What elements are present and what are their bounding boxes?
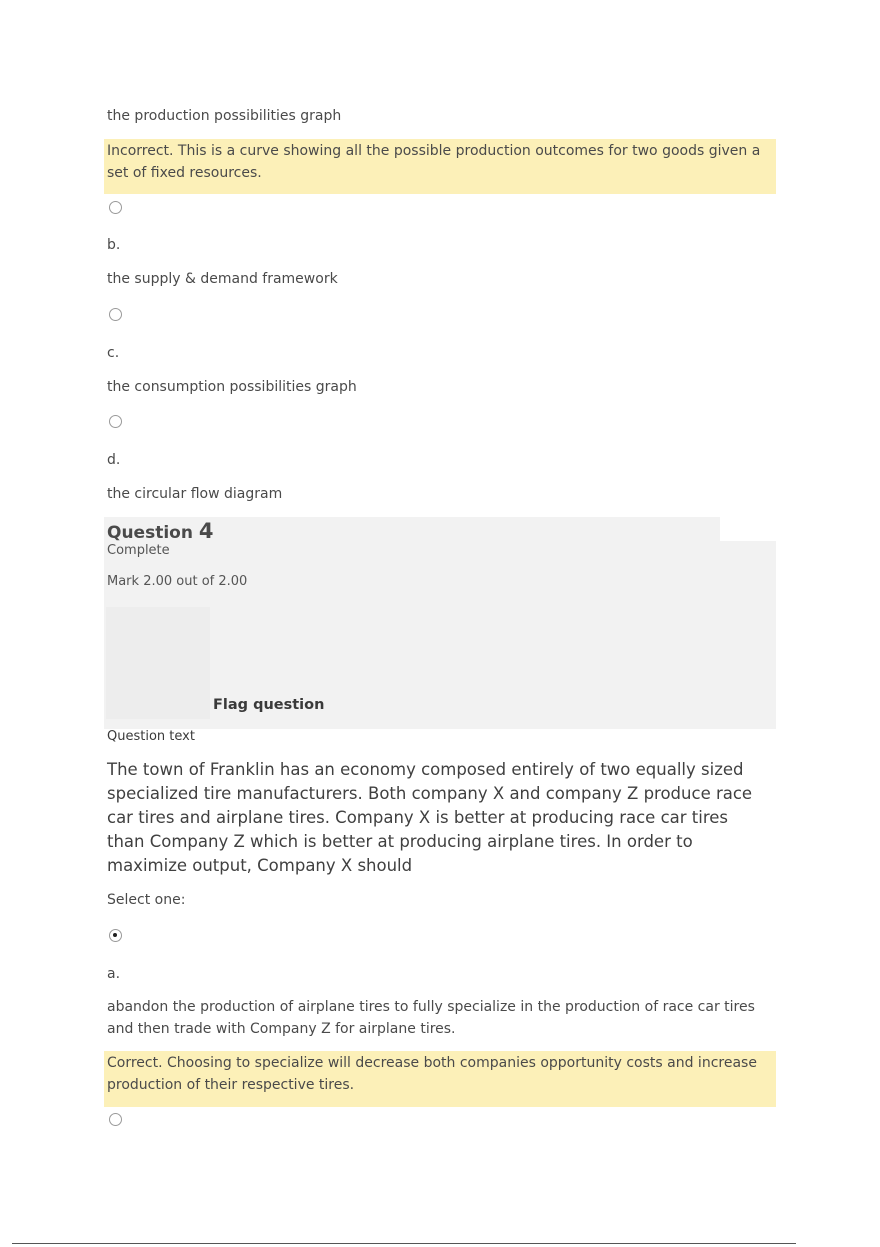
option-b-text: the supply & demand framework (107, 271, 338, 287)
question-status: Complete (107, 543, 170, 558)
question-text-label: Question text (107, 729, 195, 744)
question-label: Question (107, 523, 193, 543)
page-divider (12, 1243, 796, 1244)
question-number: 4 (198, 519, 214, 543)
option-a-radio-selected[interactable] (109, 929, 122, 942)
question-mark: Mark 2.00 out of 2.00 (107, 574, 248, 589)
option-c-letter: c. (107, 345, 120, 361)
feedback-text: Correct. Choosing to specialize will decrease both companies opportunity costs and increase production of their respective tires. (107, 1055, 757, 1093)
option-d-text: the circular flow diagram (107, 486, 283, 502)
option-d-radio[interactable] (109, 415, 122, 428)
option-a-letter: a. (107, 966, 121, 982)
option-c-text: the consumption possibilities graph (107, 379, 357, 395)
option-b-letter: b. (107, 237, 121, 253)
feedback-incorrect (104, 139, 776, 194)
flag-icon[interactable] (106, 607, 210, 719)
question-title (107, 519, 214, 543)
option-a-answer-text: abandon the production of airplane tires to fully specialize in the production of race car tires and then trade with Company Z for airplane tires. (107, 999, 755, 1037)
option-c-radio[interactable] (109, 308, 122, 321)
feedback-correct (104, 1051, 776, 1107)
option-a-text: the production possibilities graph (107, 108, 342, 124)
question-text: The town of Franklin has an economy composed entirely of two equally sized specialized tire manufacturers. Both company X and company Z produce race car tires and airplane tires. Company X is better at producing race car tires than Company Z which is better at producing airplane tires. In order to maximize output, Company X should (107, 760, 753, 875)
feedback-text: Incorrect. This is a curve showing all the possible production outcomes for two goods given a set of fixed resources. (107, 143, 761, 181)
option-d-letter: d. (107, 452, 121, 468)
option-b-radio[interactable] (109, 201, 122, 214)
option-b-radio[interactable] (109, 1113, 122, 1126)
select-one-prompt: Select one: (107, 892, 186, 908)
flag-question-link[interactable]: Flag question (213, 697, 325, 713)
